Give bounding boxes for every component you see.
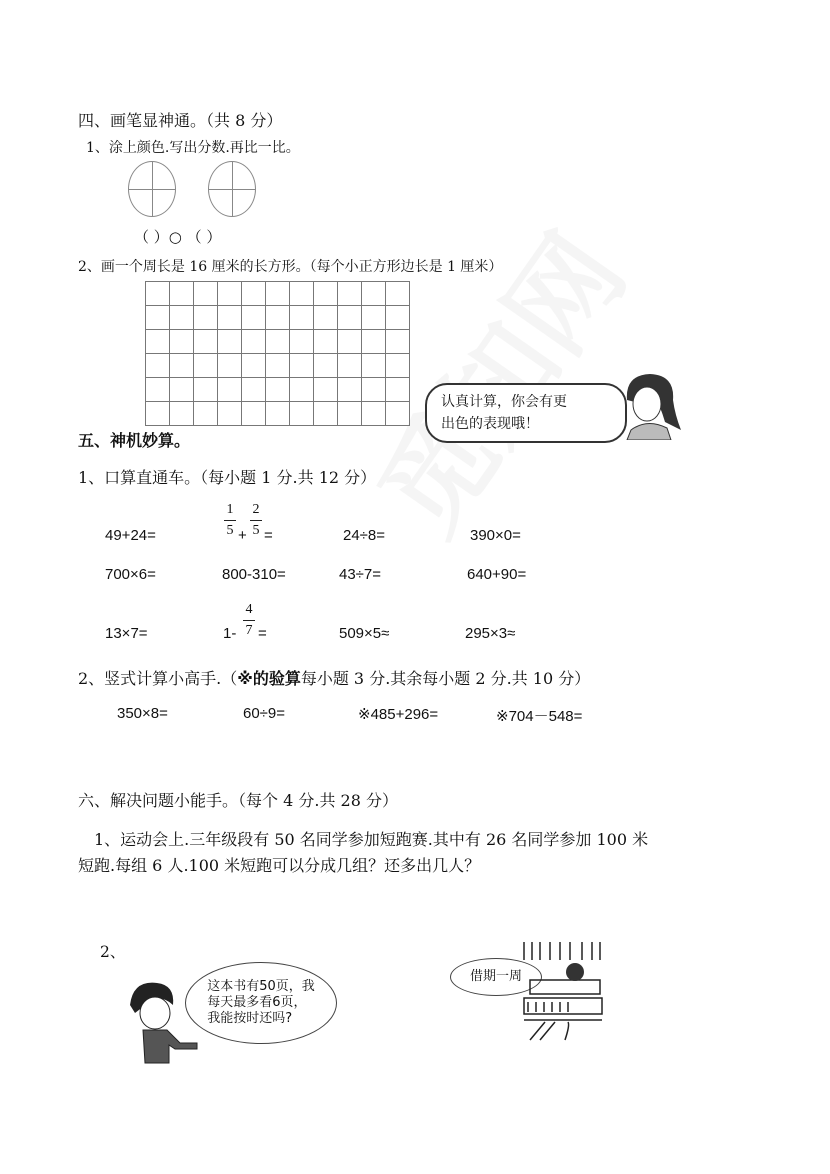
library-illustration [520,940,605,1045]
grid-cell [362,330,386,354]
grid-cell [338,402,362,426]
calc-item: 295×3≈ [465,625,516,642]
grid-cell [218,306,242,330]
numerator: 1 [226,502,234,517]
grid-cell [338,282,362,306]
grid-cell [194,378,218,402]
cloud-line: 我能按时还吗? [207,1011,293,1026]
grid-cell [338,306,362,330]
grid-cell [290,378,314,402]
girl-illustration [615,370,685,440]
grid-cell [386,354,410,378]
bubble-line: 认真计算，你会有更 [441,394,567,410]
q2-bold: ※的验算 [237,669,301,688]
square-grid [145,281,410,426]
grid-cell [362,402,386,426]
grid-cell [314,354,338,378]
grid-cell [386,282,410,306]
grid-cell [314,402,338,426]
equals-sign: = [264,527,273,544]
grid-cell [218,402,242,426]
vertical-calc-item: ※485+296= [358,706,439,723]
grid-cell [266,354,290,378]
grid-cell [146,306,170,330]
grid-cell [242,354,266,378]
grid-cell [314,282,338,306]
grid-cell [362,306,386,330]
section-6-title: 六、解决问题小能手。（每个 4 分.共 28 分） [78,791,398,810]
grid-cell [290,354,314,378]
grid-cell [290,282,314,306]
bubble-line: 出色的表现哦！ [441,416,539,432]
grid-cell [170,330,194,354]
grid-cell [314,378,338,402]
q2-suffix: 每小题 3 分.其余每小题 2 分.共 10 分） [300,669,591,688]
q2-prefix: 2、竖式计算小高手.（ [78,669,238,688]
grid-cell [194,354,218,378]
question-6-1-line2: 短跑.每组 6 人.100 米短跑可以分成几组？还多出几人？ [78,856,481,875]
fraction [224,502,236,539]
calc-item: 800-310= [222,566,286,583]
grid-cell [386,378,410,402]
grid-cell [146,354,170,378]
grid-cell [194,282,218,306]
grid-cell [386,306,410,330]
grid-cell [362,354,386,378]
vertical-calc-item: ※704－548= [496,708,583,725]
question-4-2: 2、画一个周长是 16 厘米的长方形。（每个小正方形边长是 1 厘米） [78,259,503,275]
cloud-line: 这本书有50页，我 [207,979,315,994]
vertical-calc-item: 60÷9= [243,705,286,722]
question-5-2 [78,666,590,689]
denominator: 7 [245,623,253,638]
grid-cell [170,282,194,306]
cloud-line: 每天最多看6页， [207,995,307,1010]
grid-cell [146,378,170,402]
calc-item: 1- [223,625,237,642]
calc-item: 43÷7= [339,566,382,583]
grid-cell [146,282,170,306]
question-4-1: 1、涂上颜色.写出分数.再比一比。 [86,140,300,156]
grid-cell [170,402,194,426]
speech-bubble [425,383,627,443]
section-5-title: 五、神机妙算。 [78,431,191,450]
circle-quarters-2 [208,161,256,217]
grid-cell [146,402,170,426]
grid-cell [314,306,338,330]
grid-cell [266,330,290,354]
grid-cell [170,354,194,378]
grid-cell [242,330,266,354]
grid-cell [362,378,386,402]
grid-cell [362,282,386,306]
denominator: 5 [252,523,260,538]
fraction [250,502,262,539]
calc-item: 13×7= [105,625,148,642]
grid-cell [146,330,170,354]
grid-cell [338,330,362,354]
calc-item: 390×0= [470,527,521,544]
grid-cell [290,402,314,426]
grid-cell [386,402,410,426]
grid-cell [242,306,266,330]
grid-cell [218,330,242,354]
grid-cell [194,402,218,426]
grid-cell [218,378,242,402]
grid-cell [266,378,290,402]
grid-cell [314,330,338,354]
grid-cell [338,378,362,402]
grid-cell [290,330,314,354]
grid-cell [218,354,242,378]
fraction [243,602,255,639]
denominator: 5 [226,523,234,538]
section-4-title: 四、画笔显神通。（共 8 分） [78,111,283,130]
grid-cell [242,282,266,306]
question-6-2: 2、 [100,943,126,961]
calc-item: 49+24= [105,527,156,544]
grid-cell [170,378,194,402]
grid-cell [242,402,266,426]
grid-cell [266,402,290,426]
grid-cell [218,282,242,306]
grid-cell [386,330,410,354]
calc-item: 700×6= [105,566,156,583]
question-5-1: 1、口算直通车。（每小题 1 分.共 12 分） [78,468,377,487]
grid-cell [266,282,290,306]
vertical-calc-item: 350×8= [117,705,168,722]
calc-item: 24÷8= [343,527,386,544]
numerator: 4 [245,602,253,617]
numerator: 2 [252,502,260,517]
compare-blanks: （ ）○ （ ） [134,228,222,246]
cloud-text: 借期一周 [469,969,522,984]
calc-item: 509×5≈ [339,625,390,642]
calc-item: 640+90= [467,566,527,583]
thought-cloud-girl [185,962,337,1044]
grid-cell [170,306,194,330]
grid-cell [266,306,290,330]
circle-quarters-1 [128,161,176,217]
grid-cell [194,306,218,330]
equals-sign: = [258,625,267,642]
grid-cell [242,378,266,402]
grid-cell [338,354,362,378]
grid-cell [194,330,218,354]
grid-cell [290,306,314,330]
plus-sign: + [238,527,247,544]
question-6-1-line1: 1、运动会上.三年级段有 50 名同学参加短跑赛.其中有 26 名同学参加 100 米 [94,830,649,849]
